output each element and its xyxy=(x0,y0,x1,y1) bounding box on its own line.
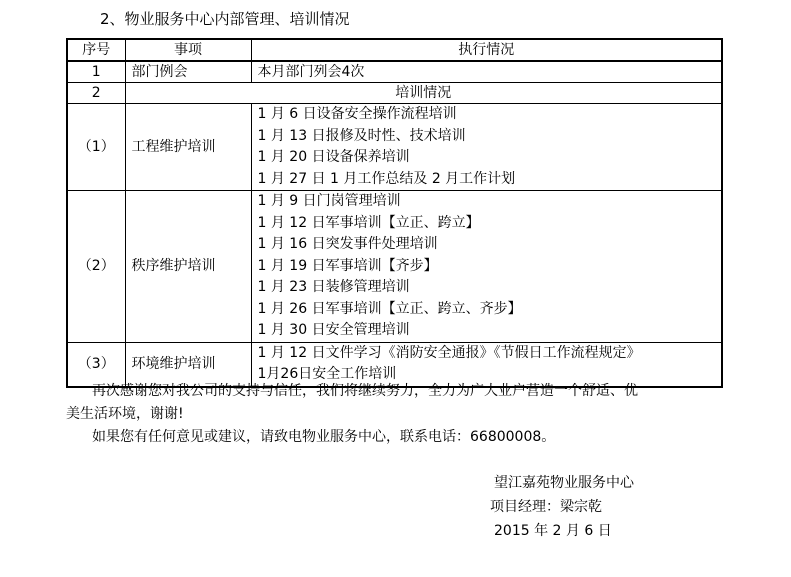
signature-manager: 项目经理：梁宗乾 xyxy=(490,499,602,515)
group1-item: 工程维护培训 xyxy=(125,104,251,191)
table-row xyxy=(67,104,722,191)
group2-no: （2） xyxy=(67,191,125,343)
header-status: 执行情况 xyxy=(251,39,722,61)
list-item: 1 月 27 日 1 月工作总结及 2 月工作计划 xyxy=(257,170,516,187)
closing-line-3: 如果您有任何意见或建议，请致电物业服务中心，联系电话：66800008。 xyxy=(92,429,556,445)
list-item: 1 月 6 日设备安全操作流程培训 xyxy=(257,106,457,122)
table-row xyxy=(67,83,722,104)
table-row xyxy=(67,61,722,83)
list-item: 1 月 23 日装修管理培训 xyxy=(257,279,410,295)
closing-line-2: 美生活环境，谢谢! xyxy=(66,406,184,422)
header-item: 事项 xyxy=(125,39,251,61)
group1-no: （1） xyxy=(67,104,125,191)
table-header-row xyxy=(67,39,722,61)
row2-status: 培训情况 xyxy=(125,83,722,104)
row1-item: 部门例会 xyxy=(125,61,251,83)
group2-entries xyxy=(251,191,722,343)
list-item: 1 月 16 日突发事件处理培训 xyxy=(257,236,438,252)
table-row xyxy=(67,191,722,343)
signature-date: 2015 年 2 月 6 日 xyxy=(494,523,612,539)
list-item: 1 月 9 日门岗管理培训 xyxy=(257,193,401,209)
group3-no: （3） xyxy=(67,342,125,387)
group3-item: 环境维护培训 xyxy=(125,342,251,387)
list-item: 1 月 19 日军事培训【齐步】 xyxy=(257,257,438,274)
row2-no: 2 xyxy=(67,83,125,104)
row1-status: 本月部门列会4次 xyxy=(251,61,722,83)
header-no: 序号 xyxy=(67,39,125,61)
section-title: 2、物业服务中心内部管理、培训情况 xyxy=(100,10,350,28)
training-table xyxy=(66,38,723,388)
group1-entries xyxy=(251,104,722,191)
group2-item: 秩序维护培训 xyxy=(125,191,251,343)
signature-org: 望江嘉苑物业服务中心 xyxy=(494,475,634,491)
list-item: 1 月 12 日军事培训【立正、跨立】 xyxy=(257,214,480,231)
list-item: 1 月 13 日报修及时性、技术培训 xyxy=(257,127,466,144)
row1-no: 1 xyxy=(67,61,125,83)
list-item: 1 月 26 日军事培训【立正、跨立、齐步】 xyxy=(257,300,522,317)
list-item: 1月26日安全工作培训 xyxy=(257,366,397,382)
list-item: 1 月 12 日文件学习《消防安全通报》《节假日工作流程规定》 xyxy=(257,344,641,361)
closing-line-1: 再次感谢您对我公司的支持与信任，我们将继续努力，全力为广大业户营造一个舒适、优 xyxy=(92,383,638,399)
list-item: 1 月 30 日安全管理培训 xyxy=(257,322,410,338)
list-item: 1 月 20 日设备保养培训 xyxy=(257,149,410,165)
